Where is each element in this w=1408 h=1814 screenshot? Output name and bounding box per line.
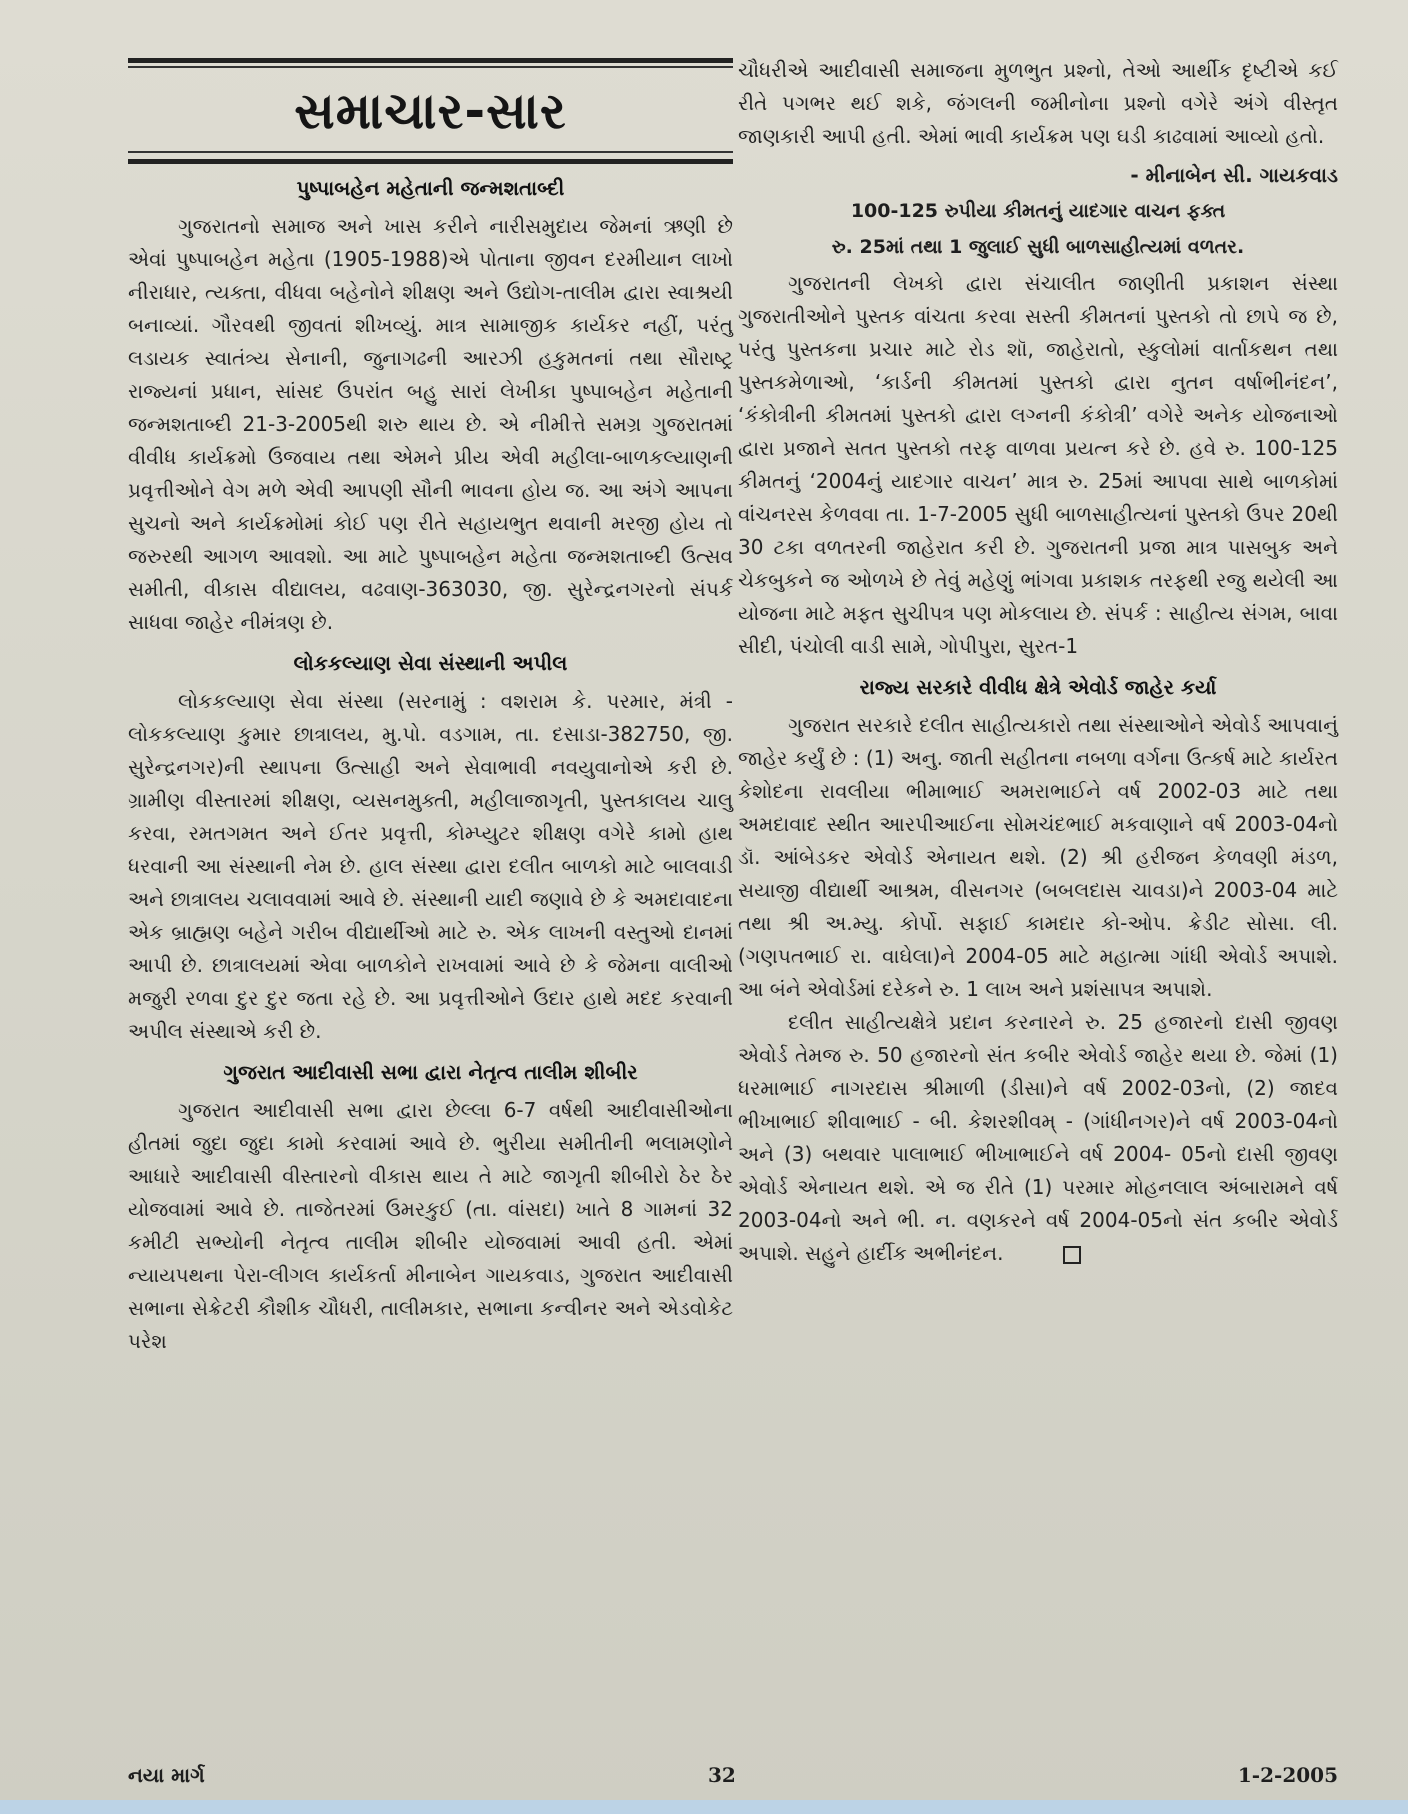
article-body-lokkalyan: લોકકલ્યાણ સેવા સંસ્થા (સરનામું : વશરામ કે. પરમાર, મંત્રી - લોકકલ્યાણ કુમાર છાત્રાલય, મુ.પો. વડગામ, તા. દસાડા-382750, જી. સુરેન્દ્રનગર)ની સ્થાપના ઉત્સાહી અને સેવાભાવી નવયુવાનોએ કરી છે. ગ્રામીણ વીસ્તારમાં શીક્ષણ, વ્યસનમુક્તી, મહીલાજાગૃતી, પુસ્તકાલય ચાલુ કરવા, રમતગમત અને ઈતર પ્રવૃત્તી, કોમ્પ્યુટર શીક્ષણ વગેરે કામો હાથ ધરવાની આ સંસ્થાની નેમ છે. હાલ સંસ્થા દ્વારા દલીત બાળકો માટે બાલવાડી અને છાત્રાલય ચલાવવામાં આવે છે. સંસ્થાની યાદી જણાવે છે કે અમદાવાદના એક બ્રાહ્મણ બહેને ગરીબ વીદ્યાર્થીઓ માટે રુ. એક લાખની વસ્તુઓ દાનમાં આપી છે. છાત્રાલયમાં એવા બાળકોને રાખવામાં આવે છે કે જેમના વાલીઓ મજુરી રળવા દુર દુર જતા રહે છે. આ પ્રવૃત્તીઓને ઉદાર હાથે મદદ કરવાની અપીલ સંસ્થાએ કરી છે.: [128, 689, 733, 1043]
article-title-awards: રાજ્ય સરકારે વીવીધ ક્ષેત્રે એવોર્ડ જાહેર કર્યા: [859, 675, 1217, 699]
footer-date: 1-2-2005: [1237, 1763, 1338, 1787]
article-body-reading-offer: ગુજરાતની લેખકો દ્વારા સંચાલીત જાણીતી પ્રકાશન સંસ્થા ગુજરાતીઓને પુસ્તક વાંચતા કરવા સસ્તી કીમતનાં પુસ્તકો તો છાપે જ છે, પરંતુ પુસ્તકના પ્રચાર માટે રોડ શૉ, જાહેરાતો, સ્કુલોમાં વાર્તાકથન તથા પુસ્તકમેળાઓ, ‘કાર્ડની કીમતમાં પુસ્તકો દ્વારા નુતન વર્ષાભીનંદન’, ‘કંકોત્રીની કીમતમાં પુસ્તકો દ્વારા લગ્નની કંકોત્રી’ વગેરે અનેક યોજનાઓ દ્વારા પ્રજાને સતત પુસ્તકો તરફ વાળવા પ્રયત્ન કરે છે. હવે રુ. 100-125 કીમતનું ‘2004નું યાદગાર વાચન’ માત્ર રુ. 25માં આપવા સાથે બાળકોમાં વાંચનરસ કેળવવા તા. 1-7-2005 સુધી બાળસાહીત્યનાં પુસ્તકો ઉપર 20થી 30 ટકા વળતરની જાહેરાત કરી છે. ગુજરાતની પ્રજા માત્ર પાસબુક અને ચેકબુકને જ ઓળખે છે તેવું મહેણું ભાંગવા પ્રકાશક તરફથી રજુ થયેલી આ યોજના માટે મફત સુચીપત્ર પણ મોકલાય છે. સંપર્ક : સાહીત્ય સંગમ, બાવા સીદી, પંચોલી વાડી સામે, ગોપીપુરા, સુરત-1: [738, 271, 1338, 658]
section-masthead: સમાચાર-સાર: [294, 82, 567, 140]
article-body-pushpaben: ગુજરાતનો સમાજ અને ખાસ કરીને નારીસમુદાય જેમનાં ઋણી છે એવાં પુષ્પાબહેન મહેતા (1905-1988)એ પોતાના જીવન દરમીયાન લાખો નીરાધાર, ત્યક્તા, વીધવા બહેનોને શીક્ષણ અને ઉદ્યોગ-તાલીમ દ્વારા સ્વાશ્રયી બનાવ્યાં. ગૌરવથી જીવતાં શીખવ્યું. માત્ર સામાજીક કાર્યકર નહીં, પરંતુ લડાયક સ્વાતંત્ર્ય સેનાની, જુનાગઢની આરઝી હકુમતનાં તથા સૌરાષ્ટ્ર રાજ્યનાં પ્રધાન, સાંસદ ઉપરાંત બહુ સારાં લેખીકા પુષ્પાબહેન મહેતાની જન્મશતાબ્દી 21-3-2005થી શરુ થાય છે. એ નીમીત્તે સમગ્ર ગુજરાતમાં વીવીધ કાર્યક્રમો ઉજવાય તથા એમને પ્રીય એવી મહીલા-બાળકલ્યાણની પ્રવૃત્તીઓને વેગ મળે એવી આપણી સૌની ભાવના હોય જ. આ અંગે આપના સુચનો અને કાર્યક્રમોમાં કોઈ પણ રીતે સહાયભુત થવાની મરજી હોય તો જરુરથી આગળ આવશો. આ માટે પુષ્પાબહેન મહેતા જન્મશતાબ્દી ઉત્સવ સમીતી, વીકાસ વીદ્યાલય, વઢવાણ-363030, જી. સુરેન્દ્રનગરનો સંપર્ક સાધવા જાહેર નીમંત્રણ છે.: [128, 214, 733, 634]
awards-part2-text: દલીત સાહીત્યક્ષેત્રે પ્રદાન કરનારને રુ. 25 હજારનો દાસી જીવણ એવોર્ડ તેમજ રુ. 50 હજારનો સંત કબીર એવોર્ડ જાહેર થયા છે. જેમાં (1) ધરમાભાઈ નાગરદાસ શ્રીમાળી (ડીસા)ને વર્ષ 2002-03નો, (2) જાદવ ભીખાભાઈ શીવાભાઈ - બી. કેશરશીવમ્ - (ગાંધીનગર)ને વર્ષ 2003-04નો અને (3) બથવાર પાલાભાઈ ભીખાભાઈને વર્ષ 2004- 05નો દાસી જીવણ એવોર્ડ એનાયત થશે. એ જ રીતે (1) પરમાર મોહનલાલ અંબારામને વર્ષ 2003-04નો અને ભી. ન. વણકરને વર્ષ 2004-05નો સંત કબીર એવોર્ડ અપાશે. સહુને હાર્દીક અભીનંદન.: [738, 1010, 1338, 1265]
article-title-reading-offer-line2: રુ. 25માં તથા 1 જુલાઈ સુધી બાળસાહીત્યમાં વળતર.: [831, 236, 1245, 258]
masthead-rule-top: [128, 58, 733, 63]
article-body-awards-part1: ગુજરાત સરકારે દલીત સાહીત્યકારો તથા સંસ્થાઓને એવોર્ડ આપવાનું જાહેર કર્યું છે : (1) અનુ. જાતી સહીતના નબળા વર્ગના ઉત્કર્ષ માટે કાર્યરત કેશોદના રાવલીયા ભીમાભાઈ અમરાભાઈને વર્ષ 2002-03 માટે તથા અમદાવાદ સ્થીત આરપીઆઈના સોમચંદભાઈ મકવાણાને વર્ષ 2003-04નો ડૉ. આંબેડકર એવોર્ડ એનાયત થશે. (2) શ્રી હરીજન કેળવણી મંડળ, સયાજી વીદ્યાર્થી આશ્રમ, વીસનગર (બબલદાસ ચાવડા)ને 2003-04 માટે તથા શ્રી અ.મ્યુ. કોર્પો. સફાઈ કામદાર કો-ઓપ. ક્રેડીટ સોસા. લી. (ગણપતભાઈ રા. વાઘેલા)ને 2004-05 માટે મહાત્મા ગાંધી એવોર્ડ અપાશે. આ બંને એવોર્ડમાં દરેકને રુ. 1 લાખ અને પ્રશંસાપત્ર અપાશે.: [738, 713, 1338, 1001]
footer-magazine-name: નયા માર્ગ: [128, 1763, 205, 1787]
article-body-adivasi-continued: ચૌધરીએ આદીવાસી સમાજના મુળભુત પ્રશ્નો, તેઓ આર્થીક દૃષ્ટીએ કઈ રીતે પગભર થઈ શકે, જંગલની જમીનોના પ્રશ્નો વગેરે અંગે વીસ્તૃત જાણકારી આપી હતી. એમાં ભાવી કાર્યક્રમ પણ ઘડી કાઢવામાં આવ્યો હતો.: [738, 58, 1338, 148]
scan-edge: [0, 1800, 1408, 1814]
masthead-rule-top-thin: [128, 66, 733, 68]
left-column: [128, 52, 733, 1358]
masthead-rule-bottom-thin: [128, 151, 733, 153]
article-body-adivasi: ગુજરાત આદીવાસી સભા દ્વારા છેલ્લા 6-7 વર્ષથી આદીવાસીઓના હીતમાં જુદા જુદા કામો કરવામાં આવે છે. ભુરીયા સમીતીની ભલામણોને આધારે આદીવાસી વીસ્તારનો વીકાસ થાય તે માટે જાગૃતી શીબીરો ઠેર ઠેર યોજવામાં આવે છે. તાજેતરમાં ઉમરકુઈ (તા. વાંસદા) ખાતે 8 ગામનાં 32 કમીટી સભ્યોની નેતૃત્વ તાલીમ શીબીર યોજવામાં આવી હતી. એમાં ન્યાયપથના પેરા-લીગલ કાર્યકર્તા મીનાબેન ગાયકવાડ, ગુજરાત આદીવાસી સભાના સેક્રેટરી કૌશીક ચૌધરી, તાલીમકાર, સભાના કન્વીનર અને એડવોકેટ પરેશ: [128, 1098, 734, 1353]
right-column: [738, 54, 1338, 1270]
masthead-rule-bottom: [128, 159, 733, 164]
article-body-awards-part2: [738, 1006, 1338, 1270]
article-signature: - મીનાબેન સી. ગાયકવાડ: [1130, 163, 1338, 187]
article-title-adivasi: ગુજરાત આદીવાસી સભા દ્વારા નેતૃત્વ તાલીમ શીબીર: [223, 1060, 638, 1084]
page-footer: [128, 1763, 1338, 1793]
end-of-article-mark: [1063, 1246, 1081, 1264]
footer-page-number: 32: [708, 1763, 736, 1787]
article-title-pushpaben: પુષ્પાબહેન મહેતાની જન્મશતાબ્દી: [296, 176, 565, 200]
article-title-reading-offer-line1: 100-125 રુપીયા કીમતનું યાદગાર વાચન ફક્ત: [850, 200, 1226, 222]
article-title-lokkalyan: લોકકલ્યાણ સેવા સંસ્થાની અપીલ: [293, 651, 568, 675]
